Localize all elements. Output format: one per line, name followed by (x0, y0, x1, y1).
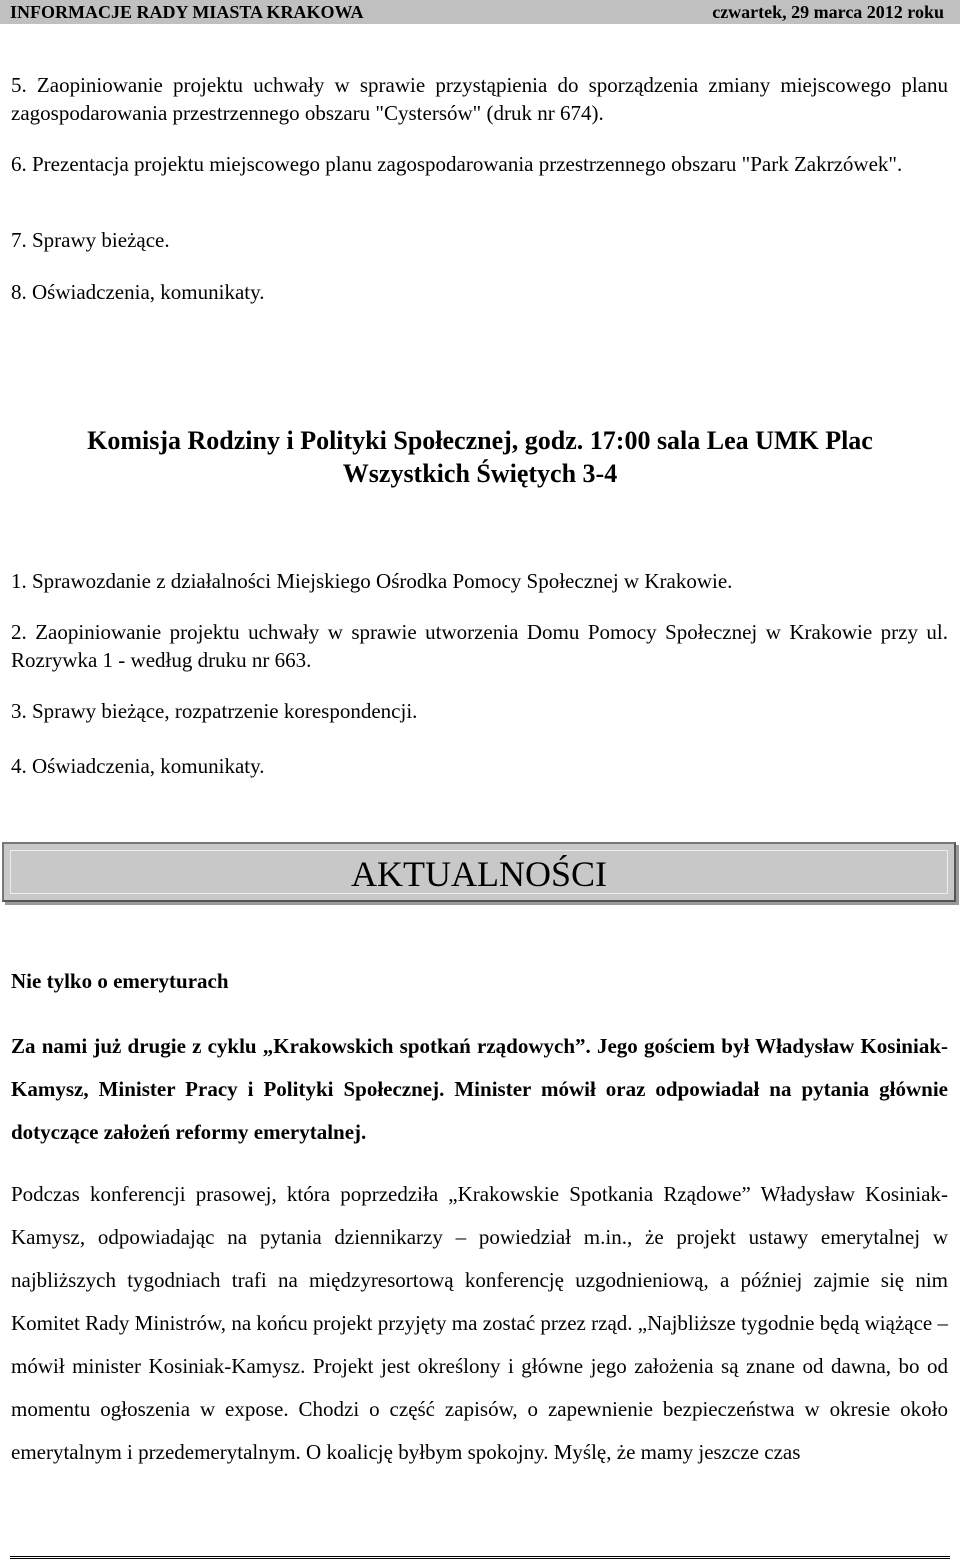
committee-agenda-item-3: 3. Sprawy bieżące, rozpatrzenie korespondencji. (11, 699, 418, 723)
agenda-item-6: 6. Prezentacja projektu miejscowego planu zagospodarowania przestrzennego obszaru "Park Zakrzówek". (11, 152, 903, 176)
committee-heading-line2: Wszystkich Świętych 3-4 (342, 459, 618, 488)
footer-rule (10, 1556, 950, 1559)
article-title: Nie tylko o emeryturach (11, 969, 229, 993)
committee-heading-line1: Komisja Rodziny i Polityki Społecznej, godz. 17:00 sala Lea UMK Plac (87, 426, 873, 455)
publication-title: INFORMACJE RADY MIASTA KRAKOWA (10, 2, 364, 22)
agenda-item-8: 8. Oświadczenia, komunikaty. (11, 280, 265, 304)
article-lead: Za nami już drugie z cyklu „Krakowskich spotkań rządowych”. Jego gościem był Władysław Kosiniak-Kamysz, Minister Pracy i Polityki Społecznej. Minister mówił oraz odpowiadał na pytania głównie dotyczące założeń reformy emerytalnej. (11, 1034, 948, 1144)
committee-agenda-item-1: 1. Sprawozdanie z działalności Miejskiego Ośrodka Pomocy Społecznej w Krakowie. (11, 569, 733, 593)
news-banner (2, 842, 956, 902)
page-header (0, 0, 960, 24)
agenda-item-7: 7. Sprawy bieżące. (11, 228, 170, 252)
article-body: Podczas konferencji prasowej, która poprzedziła „Krakowskie Spotkania Rządowe” Władysław Kosiniak-Kamysz, odpowiadając na pytania dziennikarzy – powiedział m.in., że projekt ustawy emerytalnej w najbliższych tygodniach trafi na międzyresortową konferencję uzgodnieniową, a później zajmie się nim Komitet Rady Ministrów, na końcu projekt przyjęty ma zostać przez rząd. „Najbliższe tygodnie będą wiążące – mówił minister Kosiniak-Kamysz. Projekt jest określony i główne jego założenia są znane od dawna, bo od momentu ogłoszenia w expose. Chodzi o część zapisów, o zapewnienie bezpieczeństwa w okresie około emerytalnym i przedemerytalnym. O koalicję byłbym spokojny. Myślę, że mamy jeszcze czas (11, 1182, 948, 1464)
publication-date: czwartek, 29 marca 2012 roku (712, 2, 944, 22)
committee-agenda-item-4: 4. Oświadczenia, komunikaty. (11, 754, 265, 778)
committee-agenda-item-2: 2. Zaopiniowanie projektu uchwały w sprawie utworzenia Domu Pomocy Społecznej w Krakowie przy ul. Rozrywka 1 - według druku nr 663. (11, 620, 948, 672)
news-banner-frame (10, 850, 948, 894)
agenda-item-5: 5. Zaopiniowanie projektu uchwały w sprawie przystąpienia do sporządzenia zmiany miejscowego planu zagospodarowania przestrzennego obszaru "Cystersów" (druk nr 674). (11, 73, 948, 125)
news-banner-title: AKTUALNOŚCI (351, 854, 607, 894)
